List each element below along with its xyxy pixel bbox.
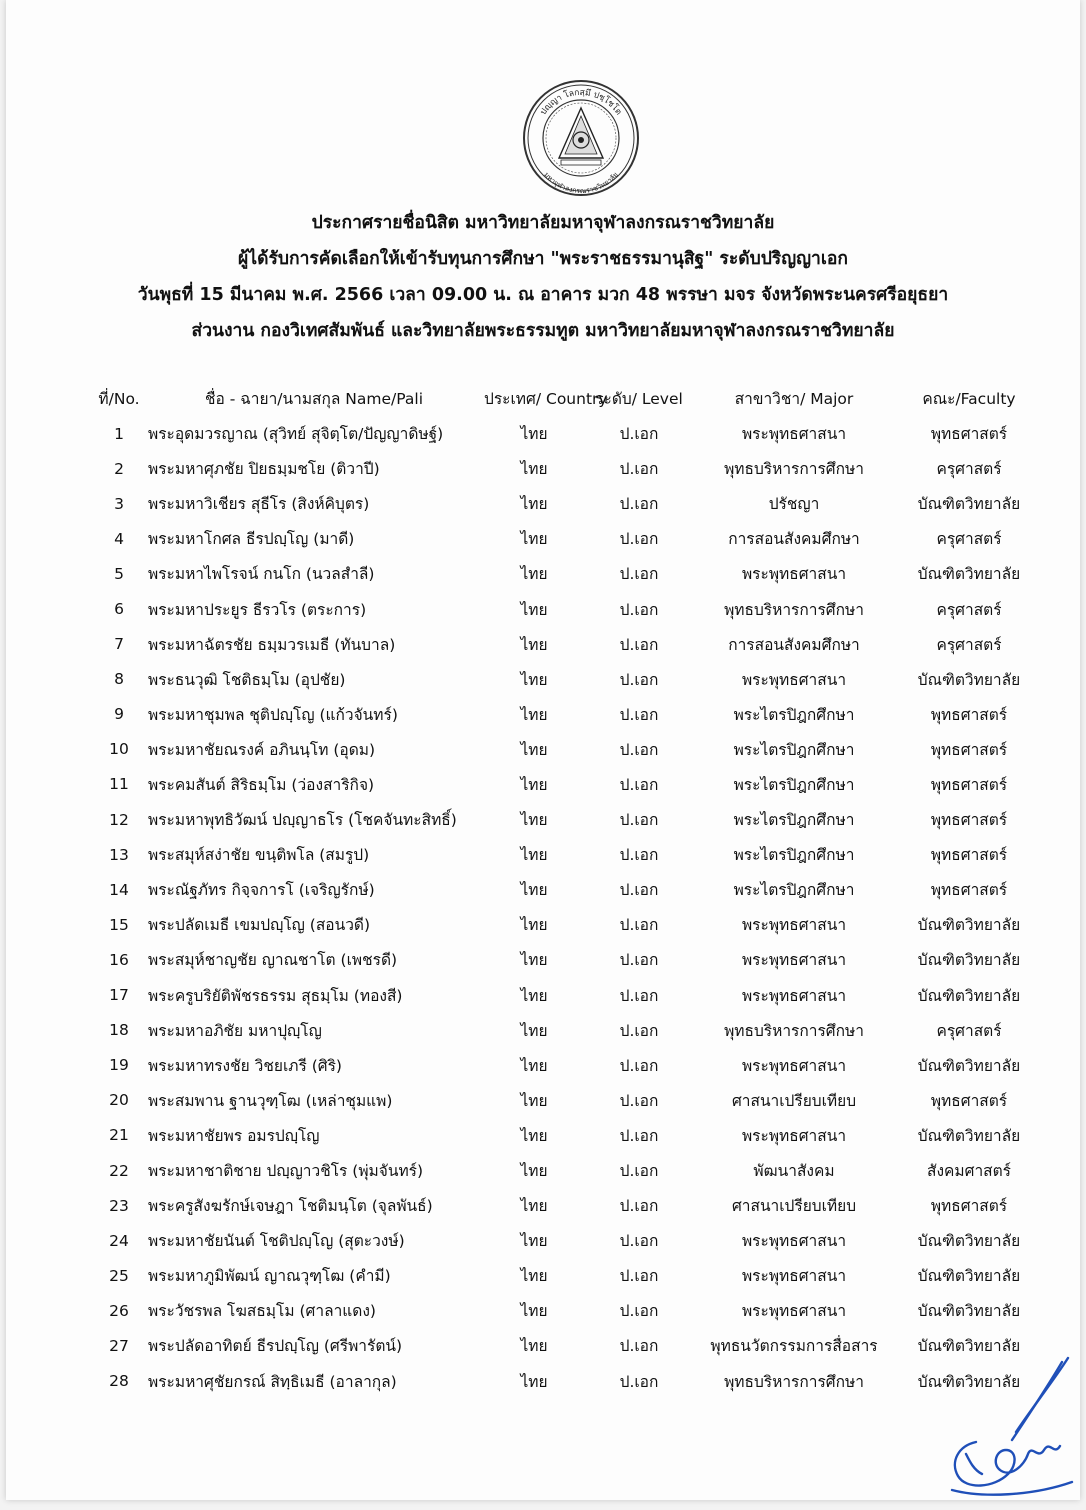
cell-name: พระมหาศุภชัย ปิยธมฺมชโย (ติวาปี) — [148, 460, 380, 479]
table-row — [94, 521, 1044, 556]
cell-country: ไทย — [520, 460, 548, 479]
cell-name: พระคมสันต์ สิริธมฺโม (ว่องสาริกิจ) — [148, 775, 375, 794]
cell-country: ไทย — [520, 1056, 548, 1075]
table-row — [94, 837, 1044, 872]
cell-major: พระพุทธศาสนา — [741, 1126, 847, 1145]
cell-name: พระมหาชัยนันต์ โชติปญฺโญ (สุตะวงษ์) — [148, 1232, 405, 1251]
cell-row-number: 2 — [114, 459, 124, 478]
cell-level: ป.เอก — [619, 1232, 659, 1251]
cell-country: ไทย — [520, 1021, 548, 1040]
table-row — [94, 978, 1044, 1013]
cell-level: ป.เอก — [619, 460, 659, 479]
cell-name: พระมหาฉัตรชัย ธมฺมวรเมธี (ทันบาล) — [148, 635, 396, 654]
table-row — [94, 767, 1044, 802]
announcement-header — [6, 205, 1080, 349]
cell-country: ไทย — [520, 1372, 548, 1391]
cell-name: พระมหาชัยพร อมรปญฺโญ — [148, 1126, 320, 1145]
cell-name: พระณัฐภัทร กิจฺจการโ (เจริญรักษ์) — [148, 881, 375, 900]
seal-top-text: ปญฺญา โลกสฺมึ ปชฺโชโต — [538, 87, 624, 118]
cell-level: ป.เอก — [619, 670, 659, 689]
cell-row-number: 8 — [114, 670, 124, 689]
cell-level: ป.เอก — [619, 1302, 659, 1321]
cell-level: ป.เอก — [619, 1056, 659, 1075]
cell-country: ไทย — [520, 495, 548, 514]
cell-name: พระมหาโกศล ธีรปญฺโญ (มาดี) — [148, 530, 355, 549]
header-line-1: ประกาศรายชื่อนิสิต มหาวิทยาลัยมหาจุฬาลงกรณราชวิทยาลัย — [311, 213, 775, 233]
cell-level: ป.เอก — [619, 1126, 659, 1145]
cell-country: ไทย — [520, 1232, 548, 1251]
cell-faculty: บัณฑิตวิทยาลัย — [917, 1126, 1021, 1145]
column-header-level: ระดับ/ Level — [595, 389, 683, 408]
cell-country: ไทย — [520, 1267, 548, 1286]
cell-row-number: 27 — [109, 1336, 129, 1355]
cell-level: ป.เอก — [619, 1021, 659, 1040]
cell-row-number: 15 — [109, 915, 129, 934]
column-header-country: ประเทศ/ Country — [484, 389, 608, 408]
table-header-row — [94, 380, 1044, 416]
table-row — [94, 697, 1044, 732]
table-row — [94, 1013, 1044, 1048]
cell-name: พระมหาภูมิพัฒน์ ญาณวุฑฺโฒ (คำมี) — [148, 1267, 391, 1286]
cell-name: พระธนวุฒิ โชติธมฺโม (อุปชัย) — [148, 670, 346, 689]
cell-row-number: 25 — [109, 1266, 129, 1285]
cell-major: พระพุทธศาสนา — [741, 986, 847, 1005]
cell-row-number: 22 — [109, 1161, 129, 1180]
table-row — [94, 1118, 1044, 1153]
cell-name: พระมหาวิเชียร สุธีโร (สิงห์คิบุตร) — [148, 495, 370, 514]
cell-level: ป.เอก — [619, 951, 659, 970]
cell-country: ไทย — [520, 846, 548, 865]
cell-name: พระมหาพุทธิวัฒน์ ปญฺญาธโร (โชคจันทะสิทธิ์) — [148, 811, 457, 830]
cell-level: ป.เอก — [619, 705, 659, 724]
cell-faculty: พุทธศาสตร์ — [930, 425, 1008, 444]
cell-row-number: 23 — [109, 1196, 129, 1215]
cell-name: พระมหาชัยณรงค์ อภินนฺโท (อุดม) — [148, 740, 376, 759]
cell-level: ป.เอก — [619, 740, 659, 759]
cell-major: การสอนสังคมศึกษา — [728, 530, 860, 549]
cell-level: ป.เอก — [619, 811, 659, 830]
table-row — [94, 1258, 1044, 1293]
cell-country: ไทย — [520, 916, 548, 935]
cell-name: พระครูสังฆรักษ์เจษฎา โชติมนฺโต (จุลพันธ์) — [148, 1197, 433, 1216]
cell-name: พระสมุห์สง่าชัย ขนฺติพโล (สมรูป) — [148, 846, 370, 865]
cell-name: พระมหาศุชัยกรณ์ สิทฺธิเมธี (อาลากุล) — [148, 1372, 397, 1391]
cell-faculty: บัณฑิตวิทยาลัย — [917, 1302, 1021, 1321]
document-page — [6, 0, 1080, 1500]
cell-faculty: พุทธศาสตร์ — [930, 1197, 1008, 1216]
cell-country: ไทย — [520, 1091, 548, 1110]
cell-level: ป.เอก — [619, 881, 659, 900]
cell-faculty: บัณฑิตวิทยาลัย — [917, 670, 1021, 689]
table-row — [94, 1188, 1044, 1223]
cell-row-number: 18 — [109, 1021, 129, 1040]
cell-name: พระครูบริยัติพัชรธรรม สุธมฺโม (ทองสี) — [148, 986, 403, 1005]
cell-country: ไทย — [520, 1302, 548, 1321]
cell-major: พระไตรปิฎกศึกษา — [733, 705, 855, 724]
cell-faculty: บัณฑิตวิทยาลัย — [917, 951, 1021, 970]
cell-level: ป.เอก — [619, 1197, 659, 1216]
cell-major: พระพุทธศาสนา — [741, 425, 847, 444]
cell-country: ไทย — [520, 881, 548, 900]
cell-level: ป.เอก — [619, 1337, 659, 1356]
cell-faculty: บัณฑิตวิทยาลัย — [917, 986, 1021, 1005]
cell-country: ไทย — [520, 565, 548, 584]
cell-level: ป.เอก — [619, 530, 659, 549]
cell-country: ไทย — [520, 1197, 548, 1216]
cell-level: ป.เอก — [619, 775, 659, 794]
cell-row-number: 24 — [109, 1231, 129, 1250]
cell-name: พระปลัดเมธี เขมปญฺโญ (สอนวดี) — [148, 916, 371, 935]
svg-text:ปญฺญา โลกสฺมึ ปชฺโชโต — [539, 88, 624, 117]
cell-faculty: พุทธศาสตร์ — [930, 740, 1008, 759]
cell-major: พุทธบริหารการศึกษา — [724, 600, 864, 619]
cell-name: พระวัชรพล โฆสธมฺโม (ศาลาแดง) — [148, 1302, 376, 1321]
cell-country: ไทย — [520, 635, 548, 654]
cell-country: ไทย — [520, 670, 548, 689]
cell-faculty: พุทธศาสตร์ — [930, 1091, 1008, 1110]
cell-row-number: 4 — [114, 529, 124, 548]
cell-major: พระพุทธศาสนา — [741, 951, 847, 970]
cell-faculty: บัณฑิตวิทยาลัย — [917, 1056, 1021, 1075]
cell-name: พระสมพาน ฐานวุฑฺโฒ (เหล่าชุมแพ) — [148, 1091, 393, 1110]
cell-name: พระมหาชุมพล ชุติปญฺโญ (แก้วจันทร์) — [148, 705, 398, 724]
cell-major: พระไตรปิฎกศึกษา — [733, 740, 855, 759]
cell-country: ไทย — [520, 986, 548, 1005]
table-row — [94, 942, 1044, 977]
cell-level: ป.เอก — [619, 846, 659, 865]
cell-country: ไทย — [520, 600, 548, 619]
cell-major: พระไตรปิฎกศึกษา — [733, 775, 855, 794]
cell-major: พระไตรปิฎกศึกษา — [733, 811, 855, 830]
cell-row-number: 19 — [109, 1056, 129, 1075]
cell-name: พระมหาไพโรจน์ กนโก (นวลสำลี) — [148, 565, 375, 584]
cell-faculty: บัณฑิตวิทยาลัย — [917, 565, 1021, 584]
table-row — [94, 1083, 1044, 1118]
cell-row-number: 16 — [109, 950, 129, 969]
table-row — [94, 1364, 1044, 1399]
cell-major: พุทธนวัตกรรมการสื่อสาร — [710, 1337, 878, 1356]
cell-row-number: 3 — [114, 494, 124, 513]
cell-name: พระมหาอภิชัย มหาปุญฺโญ — [148, 1021, 322, 1040]
cell-level: ป.เอก — [619, 600, 659, 619]
cell-row-number: 5 — [114, 564, 124, 583]
cell-major: ปรัชญา — [768, 495, 820, 514]
table-row — [94, 591, 1044, 626]
cell-level: ป.เอก — [619, 986, 659, 1005]
cell-name: พระอุดมวรญาณ (สุวิทย์ สุจิตฺโต/ปัญญาดิษฐ์) — [148, 425, 444, 444]
cell-country: ไทย — [520, 1162, 548, 1181]
cell-row-number: 11 — [109, 775, 129, 794]
cell-major: พระไตรปิฎกศึกษา — [733, 846, 855, 865]
cell-name: พระปลัดอาทิตย์ ธีรปญฺโญ (ศรีพารัตน์) — [148, 1337, 403, 1356]
cell-level: ป.เอก — [619, 425, 659, 444]
cell-level: ป.เอก — [619, 1091, 659, 1110]
cell-major: พระไตรปิฎกศึกษา — [733, 881, 855, 900]
cell-major: พระพุทธศาสนา — [741, 1056, 847, 1075]
cell-major: พระพุทธศาสนา — [741, 1232, 847, 1251]
cell-level: ป.เอก — [619, 1372, 659, 1391]
cell-major: พุทธบริหารการศึกษา — [724, 460, 864, 479]
cell-faculty: พุทธศาสตร์ — [930, 811, 1008, 830]
cell-name: พระมหาทรงชัย วิชยเภรี (ศิริ) — [148, 1056, 342, 1075]
table-row — [94, 907, 1044, 942]
cell-faculty: บัณฑิตวิทยาลัย — [917, 1372, 1021, 1391]
cell-row-number: 28 — [109, 1372, 129, 1391]
cell-row-number: 20 — [109, 1091, 129, 1110]
cell-major: พระพุทธศาสนา — [741, 565, 847, 584]
cell-major: พุทธบริหารการศึกษา — [724, 1021, 864, 1040]
cell-level: ป.เอก — [619, 916, 659, 935]
column-header-major: สาขาวิชา/ Major — [734, 389, 854, 408]
table-row — [94, 1223, 1044, 1258]
cell-row-number: 1 — [114, 424, 124, 443]
cell-faculty: ครุศาสตร์ — [936, 600, 1002, 619]
scholarship-recipients-table — [94, 380, 1044, 1399]
cell-major: การสอนสังคมศึกษา — [728, 635, 860, 654]
cell-major: พัฒนาสังคม — [753, 1162, 835, 1181]
cell-country: ไทย — [520, 530, 548, 549]
cell-row-number: 10 — [109, 740, 129, 759]
cell-faculty: บัณฑิตวิทยาลัย — [917, 916, 1021, 935]
cell-level: ป.เอก — [619, 1267, 659, 1286]
cell-faculty: ครุศาสตร์ — [936, 635, 1002, 654]
cell-country: ไทย — [520, 1126, 548, 1145]
table-row — [94, 1153, 1044, 1188]
cell-country: ไทย — [520, 705, 548, 724]
cell-faculty: ครุศาสตร์ — [936, 460, 1002, 479]
svg-text:มหาจุฬาลงกรณราชวิทยาลัย — [542, 171, 620, 195]
column-header-name: ชื่อ - ฉายา/นามสกุล Name/Pali — [204, 389, 424, 408]
cell-country: ไทย — [520, 811, 548, 830]
cell-name: พระมหาประยูร ธีรวโร (ตระการ) — [148, 600, 367, 619]
cell-row-number: 14 — [109, 880, 129, 899]
table-row — [94, 556, 1044, 591]
table-row — [94, 732, 1044, 767]
cell-country: ไทย — [520, 425, 548, 444]
cell-row-number: 26 — [109, 1301, 129, 1320]
cell-country: ไทย — [520, 1337, 548, 1356]
cell-country: ไทย — [520, 951, 548, 970]
table-row — [94, 627, 1044, 662]
cell-major: พระพุทธศาสนา — [741, 1302, 847, 1321]
seal-bottom-text: มหาจุฬาลงกรณราชวิทยาลัย — [542, 170, 620, 196]
header-line-2: ผู้ได้รับการคัดเลือกให้เข้ารับทุนการศึกษา "พระราชธรรมานุสิฐ" ระดับปริญญาเอก — [238, 249, 848, 269]
cell-row-number: 12 — [109, 810, 129, 829]
cell-country: ไทย — [520, 775, 548, 794]
cell-row-number: 21 — [109, 1126, 129, 1145]
cell-faculty: ครุศาสตร์ — [936, 530, 1002, 549]
cell-row-number: 7 — [114, 635, 124, 654]
table-row — [94, 486, 1044, 521]
cell-major: พระพุทธศาสนา — [741, 1267, 847, 1286]
cell-faculty: บัณฑิตวิทยาลัย — [917, 1267, 1021, 1286]
table-row — [94, 451, 1044, 486]
column-header-faculty: คณะ/Faculty — [922, 389, 1016, 408]
column-header-no: ที่/No. — [98, 389, 140, 408]
university-seal — [521, 78, 641, 198]
cell-major: พระพุทธศาสนา — [741, 916, 847, 935]
cell-country: ไทย — [520, 740, 548, 759]
cell-faculty: บัณฑิตวิทยาลัย — [917, 495, 1021, 514]
cell-faculty: พุทธศาสตร์ — [930, 846, 1008, 865]
header-line-4: ส่วนงาน กองวิเทศสัมพันธ์ และวิทยาลัยพระธรรมทูต มหาวิทยาลัยมหาจุฬาลงกรณราชวิทยาลัย — [191, 321, 895, 341]
table-row — [94, 416, 1044, 451]
cell-major: ศาสนาเปรียบเทียบ — [731, 1197, 857, 1216]
cell-name: พระมหาชาติชาย ปญฺญาวชิโร (พุ่มจันทร์) — [148, 1162, 424, 1181]
cell-row-number: 13 — [109, 845, 129, 864]
cell-faculty: ครุศาสตร์ — [936, 1021, 1002, 1040]
cell-faculty: บัณฑิตวิทยาลัย — [917, 1337, 1021, 1356]
cell-level: ป.เอก — [619, 495, 659, 514]
table-row — [94, 802, 1044, 837]
cell-level: ป.เอก — [619, 635, 659, 654]
cell-major: ศาสนาเปรียบเทียบ — [731, 1091, 857, 1110]
cell-faculty: พุทธศาสตร์ — [930, 705, 1008, 724]
table-row — [94, 1293, 1044, 1328]
cell-major: พุทธบริหารการศึกษา — [724, 1372, 864, 1391]
cell-major: พระพุทธศาสนา — [741, 670, 847, 689]
cell-row-number: 17 — [109, 986, 129, 1005]
cell-faculty: บัณฑิตวิทยาลัย — [917, 1232, 1021, 1251]
table-row — [94, 1048, 1044, 1083]
cell-level: ป.เอก — [619, 565, 659, 584]
cell-row-number: 9 — [114, 705, 124, 724]
table-row — [94, 1328, 1044, 1363]
header-line-3: วันพุธที่ 15 มีนาคม พ.ศ. 2566 เวลา 09.00 น. ณ อาคาร มวก 48 พรรษา มจร จังหวัดพระนครศรีอยุธยา — [137, 285, 949, 305]
signature — [936, 1350, 1076, 1500]
cell-faculty: พุทธศาสตร์ — [930, 881, 1008, 900]
table-row — [94, 662, 1044, 697]
cell-name: พระสมุห์ชาญชัย ญาณชาโต (เพชรดี) — [148, 951, 398, 970]
cell-faculty: สังคมศาสตร์ — [926, 1162, 1011, 1181]
cell-row-number: 6 — [114, 600, 124, 619]
table-row — [94, 872, 1044, 907]
cell-faculty: พุทธศาสตร์ — [930, 775, 1008, 794]
cell-level: ป.เอก — [619, 1162, 659, 1181]
